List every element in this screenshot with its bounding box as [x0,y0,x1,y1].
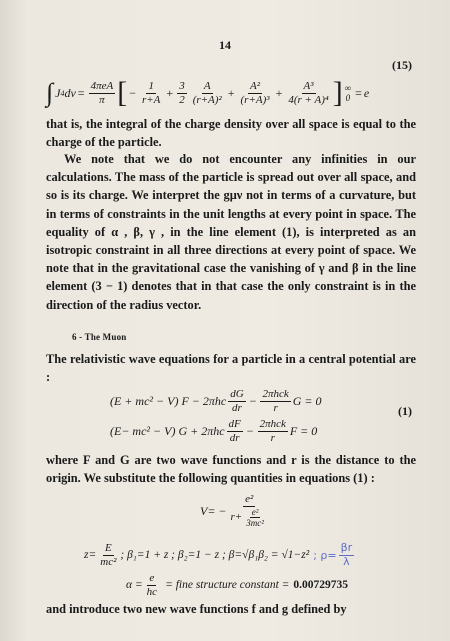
close-bracket: ] [332,76,343,109]
eqV-inner-num: e² [251,506,259,517]
hand-den: λ [343,554,350,568]
eq15-t2-coef-den: 2 [179,93,185,106]
eqA-frac [145,572,159,598]
eqZ-num: E [104,541,112,554]
eq1-row2-right: F = 0 [289,423,318,438]
eqA-value: 0.00729735 [293,579,349,591]
equation-row-1 [110,386,321,416]
eq15-t4-den: 4(r + A)⁴ [288,93,329,106]
paragraph-new-wave-functions: and introduce two new wave functions f and g defined by [46,602,347,616]
hand-frac [339,542,355,568]
eq15-term1 [140,80,162,106]
eqV-inner-frac [244,507,266,529]
equation-system-1 [110,386,390,446]
eq1-row1-minus: − [249,393,257,408]
eq15-t3-num: A² [250,79,261,92]
eqZ-lhs: z= [84,549,97,561]
eq15-term3 [239,80,272,106]
eq15-t2-den: (r+A)² [192,93,222,106]
eqA-rest: = fine structure constant = [165,579,290,591]
eq15-lhs-sub: 4 [60,88,65,98]
eq15-lhs: J [55,85,61,100]
plus-sign: + [275,85,283,100]
eqV-den [229,507,270,529]
eq15-t2-num: A [203,79,211,92]
eq1-row2-left: (E− mc² − V) G + 2πhc [110,423,225,438]
minus-sign: − [129,85,136,100]
eqV-num: e² [245,493,254,506]
paragraph-charge-integral: that is, the integral of the charge density over all space is equal to the charge of the particle. [46,117,416,150]
paragraph-wave-equations: The relativistic wave equations for a particle in a central potential are : [46,352,416,385]
eq15-rhs-equals: = [355,85,362,100]
handwritten-annotation [313,542,356,568]
eqZ-den: mc² [100,555,117,568]
section-heading-muon: 6 - The Muon [72,332,127,342]
eq1-row2-frac2 [258,418,288,444]
equation-row-2 [110,416,317,446]
eq15-limits [345,83,351,104]
eq15-coef-den: π [99,93,105,106]
paragraph-substitution: where F and G are two wave functions and r is the distance to the origin. We substitute the following quantities in equations (1) : [46,453,416,486]
integral-sign: ∫ [46,78,54,107]
eq1-row1-frac-num: dG [230,387,244,400]
paragraph-infinities: We note that we do not encounter any infinities in our calculations. The mass of the particle is spread out over all space, and so is its charge. We interpret the gμν not in terms of a curvature, but in terms of constraints in the unit lengths at every point in space. The equality of α , β, γ , in the line element (1), is interpreted as an isotropic constraint in all three directions at every point of space. We note that in the gravitational case the vanishing of γ and β in the line element (3 − 1) denotes that in that case the only constraint is in the direction of the radius vector. [46,152,416,312]
eq1-row1-frac [228,388,245,414]
eqV-lhs: V= − [200,503,227,518]
eq1-row2-frac-num: dF [228,417,241,430]
eqZ-rest: ; β₁=1 + z ; β₂=1 − z ; β=√β₁β₂ = √1−z² [120,549,310,561]
eq15-t4-num: A³ [303,79,314,92]
eqZ-frac [98,542,118,568]
equation-15 [46,74,422,112]
eq1-row2-frac-den: dr [229,431,240,444]
eqA-num: e [149,571,155,584]
eq15-term2-coef [177,80,187,106]
eq15-equals: = [77,85,85,100]
eq15-term2 [191,80,224,106]
eq15-limit-bottom: 0 [345,93,351,103]
eq15-coef-num: 4πeA [90,79,114,92]
eq1-row2-frac2-den: r [270,431,275,444]
page-number: 14 [219,38,231,52]
eq15-t3-den: (r+A)³ [240,93,270,106]
plus-sign: + [166,85,174,100]
eqA-den: hc [146,585,158,598]
eq15-t1-den: r+A [141,93,161,106]
equation-z-beta [84,542,422,568]
eq15-term4 [286,80,330,106]
eq1-row1-frac2-den: r [273,401,278,414]
eq15-limit-top: ∞ [344,82,352,93]
eqV-frac [229,493,270,528]
open-bracket: [ [117,76,128,109]
equation-number-15: (15) [392,58,412,72]
equation-potential [200,486,422,536]
plus-sign: + [227,85,235,100]
eq15-t1-num: 1 [148,79,154,92]
eq1-row2-frac2-num: 2πhck [259,417,286,430]
hand-num: βr [340,540,353,554]
eqV-inner-den: 3mc² [246,518,264,529]
eq15-coef [89,80,116,106]
hand-rho-lhs: ; ρ= [313,548,337,562]
eqA-lhs: α = [126,579,143,591]
equation-number-1: (1) [398,404,412,418]
eq1-row1-left: (E + mc² − V) F − 2πhc [110,393,227,408]
eq1-row2-minus: − [246,423,254,438]
equation-fine-structure [126,572,422,598]
eq1-row2-frac [227,418,243,444]
eqV-den-left: r+ [230,511,243,524]
eq15-dv: dv [64,85,76,100]
eq1-row1-frac-den: dr [232,401,242,414]
eq1-row1-frac2 [260,388,290,414]
eq1-row1-frac2-num: 2πhck [262,387,289,400]
eq15-rhs: e [363,85,370,100]
eq1-row1-right: G = 0 [292,393,322,408]
eq15-t2-coef: 3 [179,79,185,92]
